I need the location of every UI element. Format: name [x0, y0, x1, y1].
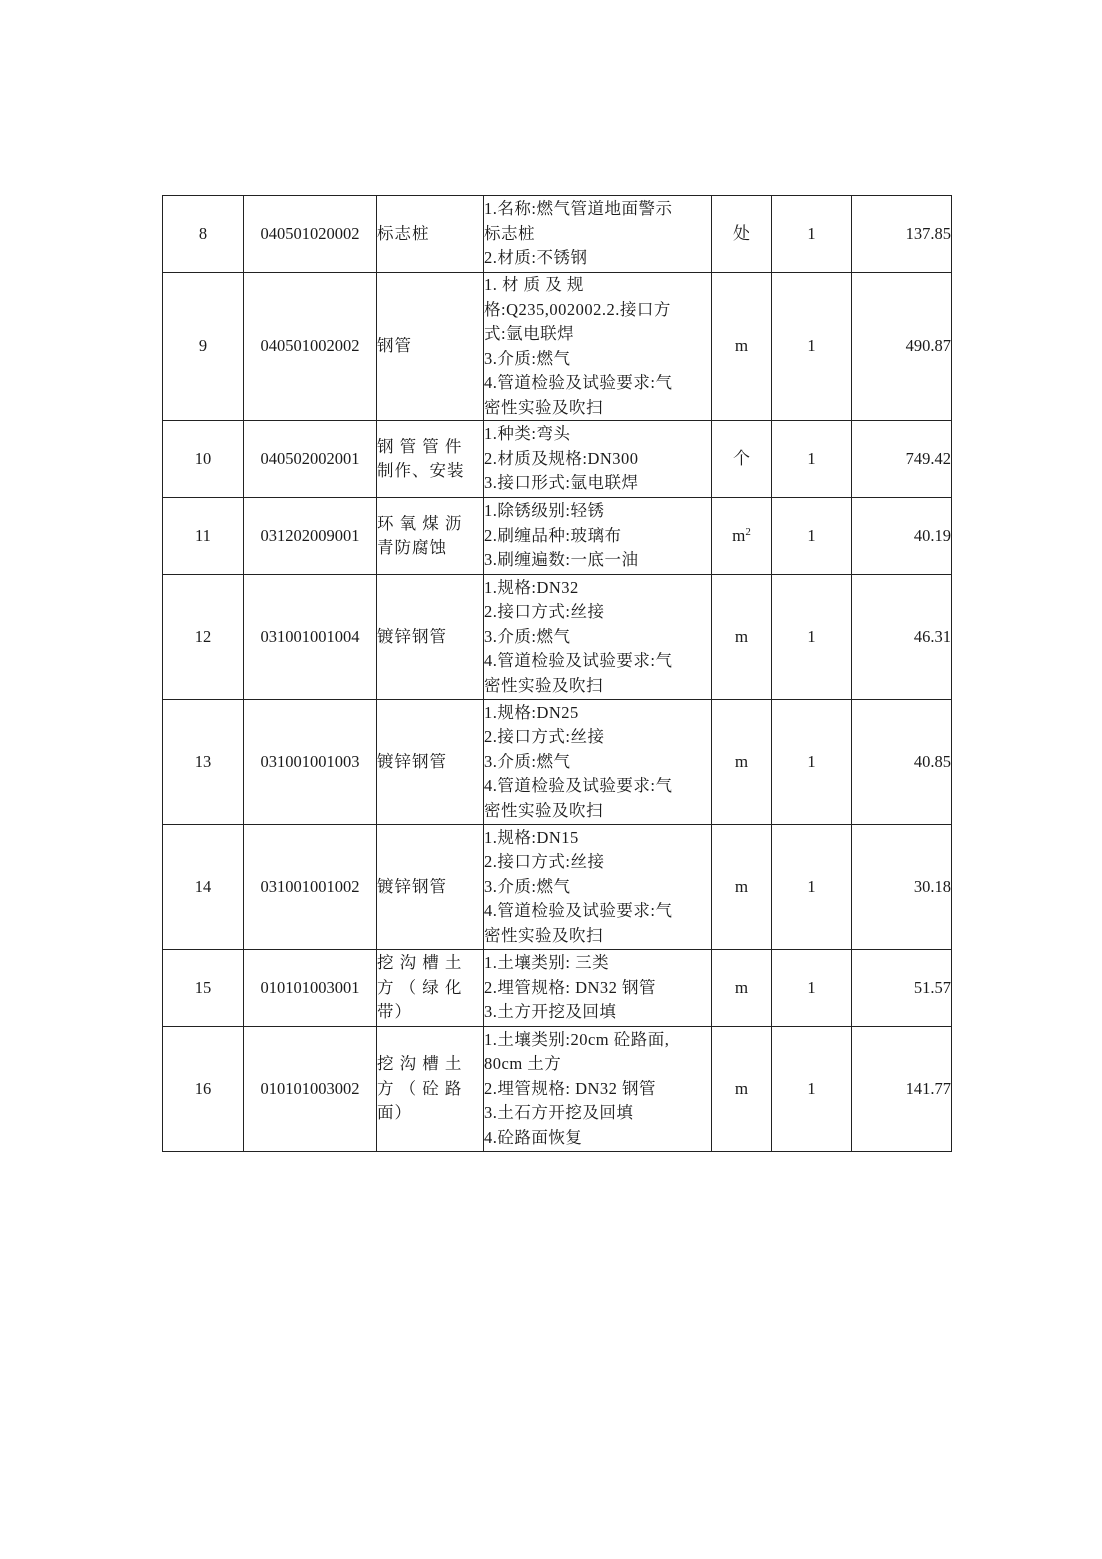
item-code-cell: 040501002002	[244, 273, 377, 421]
table-row	[163, 700, 952, 825]
description-line: 1.种类:弯头	[484, 424, 571, 444]
description-line: 3.土方开挖及回填	[484, 1002, 617, 1022]
description-line: 1.规格:DN15	[484, 827, 579, 847]
item-name-line: 环 氧 煤 沥	[377, 513, 463, 533]
item-name-cell	[377, 700, 484, 825]
description-line: 4.管道检验及试验要求:气	[484, 651, 673, 671]
description-line: 2.刷缠品种:玻璃布	[484, 525, 622, 545]
item-number-cell: 9	[163, 273, 244, 421]
description-line: 3.刷缠遍数:一底一油	[484, 550, 639, 570]
description-line: 标志桩	[484, 223, 535, 243]
amount-cell: 490.87	[852, 273, 952, 421]
item-number-cell: 13	[163, 700, 244, 825]
description-line: 1.名称:燃气管道地面警示	[484, 199, 673, 219]
unit-cell	[712, 273, 772, 421]
description-line: 2.接口方式:丝接	[484, 602, 605, 622]
unit-cell	[712, 421, 772, 498]
item-name-line: 带）	[377, 1002, 412, 1022]
unit-text: 处	[733, 223, 750, 243]
table-row	[163, 498, 952, 575]
description-line: 密性实验及吹扫	[484, 925, 603, 945]
item-description-cell	[484, 273, 712, 421]
table-row	[163, 1027, 952, 1152]
amount-cell: 40.19	[852, 498, 952, 575]
table-row	[163, 575, 952, 700]
table-row	[163, 196, 952, 273]
item-code-cell: 031001001002	[244, 825, 377, 950]
quantity-cell: 1	[772, 700, 852, 825]
description-line: 1.除锈级别:轻锈	[484, 501, 605, 521]
item-name-line: 镀锌钢管	[377, 876, 447, 896]
item-description-cell	[484, 825, 712, 950]
unit-text: m	[734, 876, 749, 896]
description-line: 密性实验及吹扫	[484, 397, 603, 417]
amount-cell: 51.57	[852, 950, 952, 1027]
item-number-cell: 8	[163, 196, 244, 273]
description-line: 3.介质:燃气	[484, 751, 571, 771]
description-line: 3.介质:燃气	[484, 876, 571, 896]
item-number-cell: 14	[163, 825, 244, 950]
item-name-cell	[377, 498, 484, 575]
unit-text: m	[734, 626, 749, 646]
item-code-cell: 040502002001	[244, 421, 377, 498]
item-code-cell: 040501020002	[244, 196, 377, 273]
item-number-cell: 15	[163, 950, 244, 1027]
item-name-cell	[377, 196, 484, 273]
quantity-cell: 1	[772, 196, 852, 273]
amount-cell: 40.85	[852, 700, 952, 825]
item-name-line: 方 （ 砼 路	[377, 1078, 463, 1098]
description-line: 2.材质:不锈钢	[484, 248, 588, 268]
item-description-cell	[484, 1027, 712, 1152]
item-name-line: 挖 沟 槽 土	[377, 953, 463, 973]
item-code-cell: 031001001004	[244, 575, 377, 700]
item-name-cell	[377, 575, 484, 700]
unit-cell	[712, 700, 772, 825]
unit-cell	[712, 950, 772, 1027]
description-line: 3.接口形式:氩电联焊	[484, 473, 639, 493]
quantity-cell: 1	[772, 1027, 852, 1152]
unit-text: m	[734, 977, 749, 997]
description-line: 式:氩电联焊	[484, 324, 575, 343]
unit-text: 个	[733, 448, 750, 468]
description-line: 4.管道检验及试验要求:气	[484, 901, 673, 921]
amount-cell: 46.31	[852, 575, 952, 700]
item-number-cell: 12	[163, 575, 244, 700]
unit-cell	[712, 1027, 772, 1152]
item-code-cell: 010101003002	[244, 1027, 377, 1152]
item-name-line: 镀锌钢管	[377, 751, 447, 771]
item-name-cell	[377, 421, 484, 498]
table-body	[163, 196, 952, 1152]
amount-cell: 137.85	[852, 196, 952, 273]
description-line: 3.介质:燃气	[484, 348, 571, 368]
item-name-line: 标志桩	[377, 223, 430, 243]
item-name-line: 钢 管 管 件	[377, 436, 463, 456]
description-line: 密性实验及吹扫	[484, 800, 603, 820]
item-code-cell: 031202009001	[244, 498, 377, 575]
item-name-line: 钢管	[377, 336, 412, 356]
item-description-cell	[484, 950, 712, 1027]
item-name-cell	[377, 1027, 484, 1152]
description-line: 3.介质:燃气	[484, 626, 571, 646]
quantity-cell: 1	[772, 825, 852, 950]
unit-text: m	[734, 1078, 749, 1098]
description-line: 2.埋管规格: DN32 钢管	[484, 977, 657, 997]
item-name-line: 面）	[377, 1103, 412, 1123]
description-line: 2.埋管规格: DN32 钢管	[484, 1078, 657, 1098]
description-line: 1.土壤类别:20cm 砼路面,	[484, 1029, 670, 1049]
description-line: 2.材质及规格:DN300	[484, 448, 639, 468]
item-description-cell	[484, 700, 712, 825]
item-name-line: 镀锌钢管	[377, 626, 447, 646]
quantity-cell: 1	[772, 421, 852, 498]
quantity-cell: 1	[772, 273, 852, 421]
amount-cell: 749.42	[852, 421, 952, 498]
table-row	[163, 950, 952, 1027]
item-description-cell	[484, 421, 712, 498]
description-line: 80cm 土方	[484, 1054, 562, 1074]
description-line: 3.土石方开挖及回填	[484, 1103, 634, 1123]
quantity-cell: 1	[772, 950, 852, 1027]
description-line: 密性实验及吹扫	[484, 675, 603, 695]
item-name-line: 方 （ 绿 化	[377, 977, 463, 997]
description-line: 1. 材 质 及 规	[484, 275, 584, 294]
unit-text: m	[734, 336, 749, 356]
item-description-cell	[484, 196, 712, 273]
item-name-cell	[377, 825, 484, 950]
item-name-line: 制作、安装	[377, 461, 465, 480]
bill-of-quantities-table	[162, 195, 952, 1152]
item-name-line: 青防腐蚀	[377, 538, 447, 557]
description-line: 1.规格:DN32	[484, 577, 579, 597]
item-number-cell: 10	[163, 421, 244, 498]
item-number-cell: 16	[163, 1027, 244, 1152]
item-number-cell: 11	[163, 498, 244, 575]
table-row	[163, 273, 952, 421]
amount-cell: 141.77	[852, 1027, 952, 1152]
table-row	[163, 825, 952, 950]
description-line: 4.管道检验及试验要求:气	[484, 776, 673, 796]
item-description-cell	[484, 498, 712, 575]
item-code-cell: 010101003001	[244, 950, 377, 1027]
description-line: 1.规格:DN25	[484, 702, 579, 722]
table-row	[163, 421, 952, 498]
unit-cell	[712, 575, 772, 700]
description-line: 4.管道检验及试验要求:气	[484, 373, 673, 392]
description-line: 2.接口方式:丝接	[484, 727, 605, 747]
item-name-line: 挖 沟 槽 土	[377, 1054, 463, 1074]
unit-cell	[712, 825, 772, 950]
item-description-cell	[484, 575, 712, 700]
unit-cell	[712, 196, 772, 273]
quantity-cell: 1	[772, 575, 852, 700]
unit-text: m	[732, 525, 746, 545]
quantity-cell: 1	[772, 498, 852, 575]
description-line: 2.接口方式:丝接	[484, 852, 605, 872]
unit-text: m	[734, 751, 749, 771]
unit-cell	[712, 498, 772, 575]
item-name-cell	[377, 273, 484, 421]
description-line: 1.土壤类别: 三类	[484, 953, 610, 973]
description-line: 4.砼路面恢复	[484, 1127, 583, 1147]
item-code-cell: 031001001003	[244, 700, 377, 825]
unit-superscript: 2	[745, 525, 751, 538]
amount-cell: 30.18	[852, 825, 952, 950]
description-line: 格:Q235,002002.2.接口方	[484, 299, 671, 319]
item-name-cell	[377, 950, 484, 1027]
